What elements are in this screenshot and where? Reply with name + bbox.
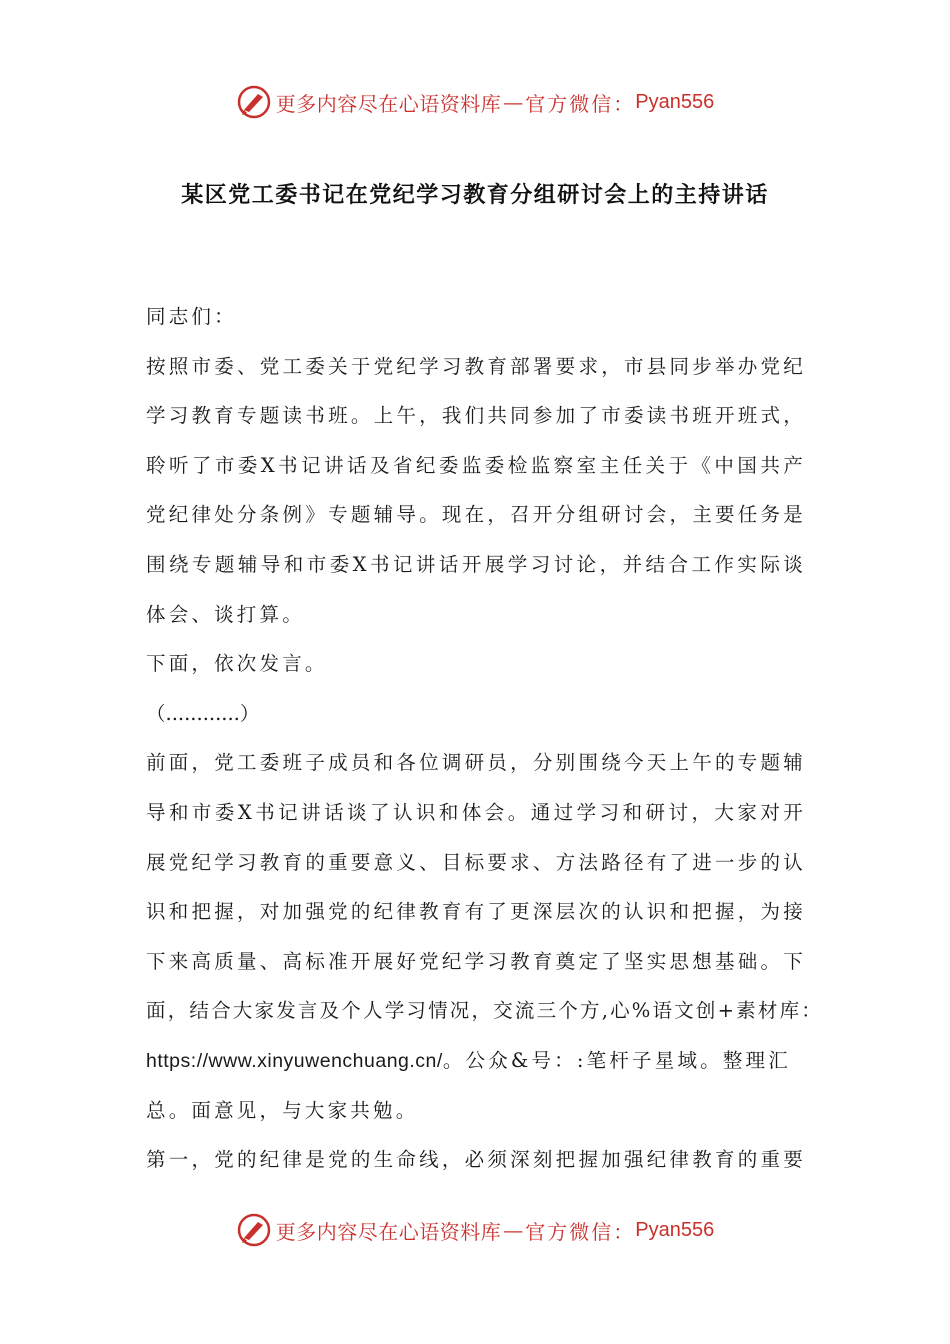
footer-banner: [0, 1210, 950, 1250]
paragraph-line: 同志们：: [146, 305, 237, 328]
paragraph-line: 下面，依次发言。: [146, 652, 328, 676]
banner-wechat-label: 官方微信：: [525, 1219, 636, 1244]
paragraph-line: 展党纪学习教育的重要意义、目标要求、方法路径有了进一步的认: [146, 850, 806, 874]
paragraph-line: 面，结合大家发言及个人学习情况，交流三个方,心%语文创+素材库：: [146, 999, 823, 1023]
banner-wechat-id: Pyan556: [635, 1218, 715, 1241]
paragraph-line: （............）: [146, 701, 260, 725]
banner-wechat-label: 官方微信：: [525, 91, 636, 116]
paragraph-line-url: [146, 1036, 806, 1086]
paragraph-line: 前面，党工委班子成员和各位调研员，分别围绕今天上午的专题辅: [146, 751, 806, 775]
header-banner: [0, 82, 950, 122]
paragraph-line: 聆听了市委X书记讲话及省纪委监委检监察室主任关于《中国共产: [146, 453, 806, 477]
banner-text: 更多内容尽在心语资料库: [275, 91, 502, 116]
banner-dash: —: [503, 90, 524, 114]
banner-dash: —: [503, 1218, 524, 1242]
website-link[interactable]: https://www.xinyuwenchuang.cn/: [146, 1049, 443, 1072]
pen-logo-icon: [236, 1212, 272, 1248]
paragraph-line: 下来高质量、高标准开展好党纪学习教育奠定了坚实思想基础。下: [146, 949, 806, 973]
url-line-rest: 。公众&号：:笔杆子星域。整理汇: [442, 1048, 791, 1072]
paragraph-line: 导和市委X书记讲话谈了认识和体会。通过学习和研讨，大家对开: [146, 800, 806, 824]
paragraph-line: 体会、谈打算。: [146, 602, 305, 626]
paragraph-line: 第一，党的纪律是党的生命线，必须深刻把握加强纪律教育的重要: [146, 1148, 806, 1172]
paragraph-line: 围绕专题辅导和市委X书记讲话开展学习讨论，并结合工作实际谈: [146, 552, 806, 576]
banner-wechat-id: Pyan556: [635, 90, 715, 113]
page-title: 某区党工委书记在党纪学习教育分组研讨会上的主持讲话: [181, 182, 769, 208]
paragraph-line: 按照市委、党工委关于党纪学习教育部署要求，市县同步举办党纪: [146, 354, 806, 378]
paragraph-line: 学习教育专题读书班。上午，我们共同参加了市委读书班开班式，: [146, 404, 806, 428]
paragraph-line: 识和把握，对加强党的纪律教育有了更深层次的认识和把握，为接: [146, 900, 806, 924]
banner-text: 更多内容尽在心语资料库: [275, 1219, 502, 1244]
document-body: [146, 292, 823, 1185]
paragraph-line: 党纪律处分条例》专题辅导。现在，召开分组研讨会，主要任务是: [146, 503, 806, 527]
pen-logo-icon: [236, 84, 272, 120]
paragraph-line: 总。面意见，与大家共勉。: [146, 1098, 419, 1122]
